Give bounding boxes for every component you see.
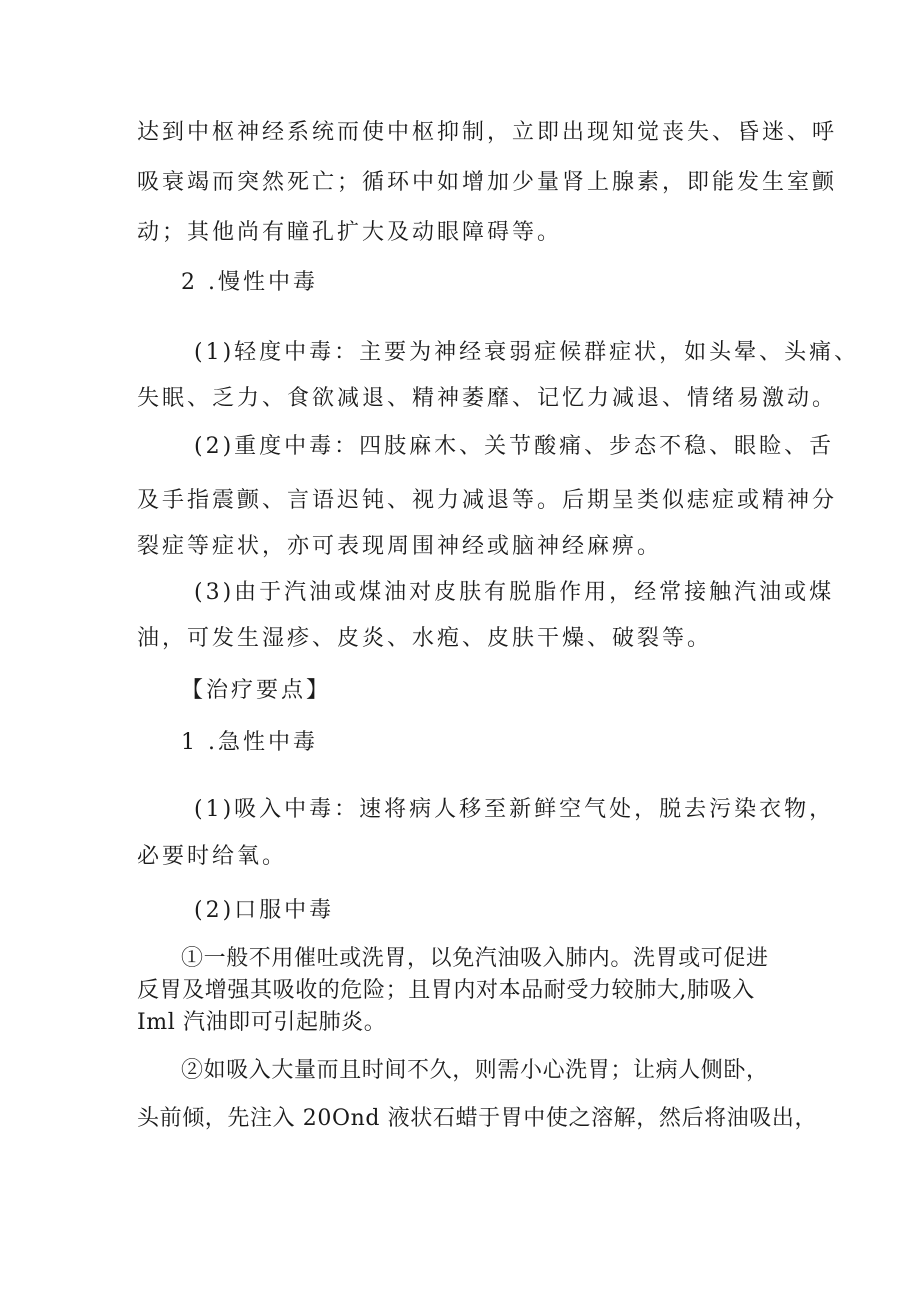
- paragraph-line: (1)吸入中毒：速将病人移至新鲜空气处，脱去污染衣物，: [194, 797, 835, 822]
- paragraph-line: 反胃及增强其吸收的危险；且胃内对本品耐受力较肺大,肺吸入: [137, 978, 755, 1003]
- paragraph-line: (1)轻度中毒：主要为神经衰弱症候群症状，如头晕、头痛、: [194, 340, 860, 365]
- section-heading: 【治疗要点】: [181, 678, 332, 703]
- paragraph-line: 头前倾，先注入 20Ond 液状石蜡于胃中使之溶解，然后将油吸出，: [137, 1106, 818, 1131]
- paragraph-line: ①一般不用催吐或洗胃，以免汽油吸入肺内。洗胃或可促进: [181, 946, 769, 971]
- paragraph-line: (2)重度中毒：四肢麻木、关节酸痛、步态不稳、眼睑、舌: [194, 434, 835, 459]
- paragraph-line: (3)由于汽油或煤油对皮肤有脱脂作用，经常接触汽油或煤: [194, 580, 835, 605]
- paragraph-line: 及手指震颤、言语迟钝、视力减退等。后期呈类似痣症或精神分: [137, 488, 838, 513]
- paragraph-line: 必要时给氧。: [137, 844, 288, 869]
- paragraph-line: 达到中枢神经系统而使中枢抑制，立即出现知觉丧失、昏迷、呼: [137, 120, 838, 145]
- paragraph-line: (2)口服中毒: [194, 898, 335, 923]
- paragraph-line: 吸衰竭而突然死亡；循环中如增加少量肾上腺素，即能发生室颤: [137, 170, 838, 195]
- paragraph-line: Iml 汽油即可引起肺炎。: [137, 1010, 387, 1035]
- paragraph-line: 裂症等症状，亦可表现周围神经或脑神经麻痹。: [137, 534, 663, 559]
- paragraph-line: 动；其他尚有瞳孔扩大及动眼障碍等。: [137, 220, 563, 245]
- section-heading: 1 .急性中毒: [181, 730, 318, 755]
- section-heading: 2 .慢性中毒: [181, 270, 318, 295]
- paragraph-line: 失眠、乏力、食欲减退、精神萎靡、记忆力减退、情绪易激动。: [137, 386, 838, 411]
- paragraph-line: 油，可发生湿疹、皮炎、水疱、皮肤干燥、破裂等。: [137, 626, 713, 651]
- paragraph-line: ②如吸入大量而且时间不久，则需小心洗胃；让病人侧卧，: [181, 1058, 769, 1083]
